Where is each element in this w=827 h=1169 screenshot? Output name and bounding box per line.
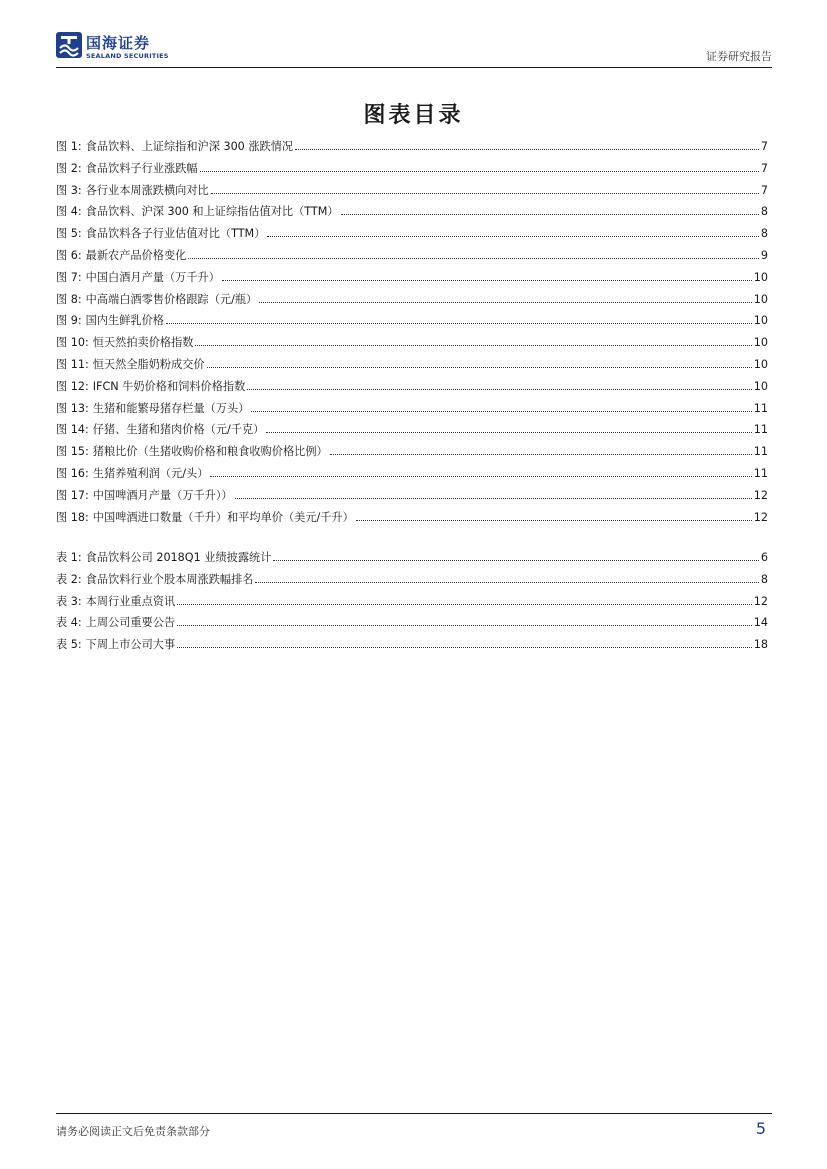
entry-page-number: 7: [760, 140, 768, 153]
figure-entry[interactable]: [56, 465, 768, 487]
entry-number: 图 7:: [56, 270, 82, 284]
dot-leader: [166, 323, 752, 324]
entry-title: 各行业本周涨跌横向对比: [85, 183, 209, 197]
figure-entry[interactable]: [56, 225, 768, 247]
figure-entry[interactable]: [56, 182, 768, 204]
entry-page-number: 18: [753, 638, 768, 652]
dot-leader: [266, 432, 751, 433]
dot-leader: [195, 345, 751, 346]
entry-title: 猪粮比价（生猪收购价格和粮食收购价格比例）: [92, 445, 328, 459]
table-entry[interactable]: [56, 571, 768, 593]
figure-entry[interactable]: [56, 312, 768, 334]
entry-title: 最新农产品价格变化: [85, 248, 187, 262]
dot-leader: [255, 582, 758, 583]
entry-title: 食品饮料子行业涨跌幅: [85, 161, 198, 175]
entry-page-number: 10: [753, 270, 768, 284]
entry-number: 图 2:: [56, 161, 82, 175]
dot-leader: [200, 171, 759, 172]
report-type: 证券研究报告: [706, 50, 772, 63]
entry-number: 图 1:: [56, 140, 82, 153]
dot-leader: [295, 149, 759, 150]
dot-leader: [235, 498, 752, 499]
entry-page-number: 7: [760, 161, 768, 175]
entry-title: 食品饮料各子行业估值对比（TTM）: [85, 227, 266, 241]
entry-title: 上周公司重要公告: [85, 616, 176, 630]
entry-page-number: 6: [760, 551, 768, 564]
footer-divider: [56, 1113, 772, 1114]
figure-entry[interactable]: [56, 291, 768, 313]
dot-leader: [188, 258, 759, 259]
dot-leader: [177, 625, 752, 626]
table-entry[interactable]: [56, 549, 768, 571]
entry-page-number: 10: [753, 357, 768, 371]
figure-entry[interactable]: [56, 334, 768, 356]
entry-title: 食品饮料行业个股本周涨跌幅排名: [85, 572, 254, 586]
entry-page-number: 10: [753, 314, 768, 328]
entry-page-number: 8: [760, 227, 768, 241]
figure-entry[interactable]: [56, 160, 768, 182]
dot-leader: [259, 302, 752, 303]
entry-title: 生猪养殖利润（元/头）: [92, 466, 209, 480]
dot-leader: [341, 214, 759, 215]
entry-page-number: 11: [753, 401, 768, 415]
entry-title: 国内生鲜乳价格: [85, 314, 164, 328]
entry-page-number: 10: [753, 336, 768, 350]
entry-page-number: 12: [753, 510, 768, 524]
entry-number: 图 3:: [56, 183, 82, 197]
entry-title: 食品饮料公司 2018Q1 业绩披露统计: [85, 551, 272, 564]
figure-entry[interactable]: [56, 138, 768, 160]
figure-entry[interactable]: [56, 356, 768, 378]
entry-page-number: 8: [760, 572, 768, 586]
entry-number: 图 11:: [56, 357, 89, 371]
table-entry[interactable]: [56, 593, 768, 615]
dot-leader: [222, 280, 752, 281]
header-divider: [56, 67, 772, 68]
figure-entry[interactable]: [56, 443, 768, 465]
dot-leader: [273, 560, 758, 561]
page-footer: [56, 1113, 772, 1153]
entry-title: 仔猪、生猪和猪肉价格（元/千克）: [92, 423, 265, 437]
table-entry[interactable]: [56, 614, 768, 636]
entry-page-number: 14: [753, 616, 768, 630]
entry-page-number: 10: [753, 292, 768, 306]
entry-title: 中国啤酒进口数量（千升）和平均单价（美元/千升）: [92, 510, 354, 524]
entry-number: 图 6:: [56, 248, 82, 262]
dot-leader: [251, 411, 751, 412]
entry-number: 图 5:: [56, 227, 82, 241]
entry-number: 图 9:: [56, 314, 82, 328]
figure-entry[interactable]: [56, 203, 768, 225]
entry-title: 生猪和能繁母猪存栏量（万头）: [92, 401, 250, 415]
entry-page-number: 10: [753, 379, 768, 393]
figure-entry[interactable]: [56, 378, 768, 400]
brand-name-en: SEALAND SECURITIES: [86, 52, 169, 60]
table-entry[interactable]: [56, 636, 768, 658]
figure-entry[interactable]: [56, 421, 768, 443]
entry-number: 表 4:: [56, 616, 82, 630]
entry-number: 图 15:: [56, 445, 89, 459]
dot-leader: [267, 236, 758, 237]
dot-leader: [211, 193, 759, 194]
entry-number: 图 17:: [56, 488, 89, 502]
dot-leader: [177, 604, 752, 605]
entry-number: 图 13:: [56, 401, 89, 415]
entry-number: 表 5:: [56, 638, 82, 652]
entry-title: 食品饮料、上证综指和沪深 300 涨跌情况: [85, 140, 294, 153]
entry-number: 图 14:: [56, 423, 89, 437]
entry-title: 食品饮料、沪深 300 和上证综指估值对比（TTM）: [85, 205, 339, 219]
figure-entry[interactable]: [56, 509, 768, 531]
dot-leader: [247, 389, 751, 390]
entry-page-number: 11: [753, 445, 768, 459]
figure-entry[interactable]: [56, 400, 768, 422]
figure-entry[interactable]: [56, 487, 768, 509]
entry-number: 表 2:: [56, 572, 82, 586]
entry-number: 图 8:: [56, 292, 82, 306]
entry-number: 图 12:: [56, 379, 89, 393]
entry-page-number: 11: [753, 466, 768, 480]
page-number: 5: [755, 1119, 766, 1138]
brand-name-cn: 国海证券: [86, 34, 151, 52]
dot-leader: [177, 647, 752, 648]
entry-title: 中国啤酒月产量（万千升））: [92, 488, 233, 502]
entry-number: 表 1:: [56, 551, 82, 564]
dot-leader: [356, 520, 752, 521]
entry-title: 下周上市公司大事: [85, 638, 176, 652]
entry-number: 图 4:: [56, 205, 82, 219]
sealand-logo-icon: [56, 32, 82, 58]
figure-entry[interactable]: [56, 247, 768, 269]
entry-number: 表 3:: [56, 594, 82, 608]
entry-title: 本周行业重点资讯: [85, 594, 176, 608]
dot-leader: [210, 476, 751, 477]
entry-page-number: 12: [753, 488, 768, 502]
entry-number: 图 18:: [56, 510, 89, 524]
page-header: [56, 30, 772, 68]
table-list: [56, 549, 768, 658]
entry-title: 中国白酒月产量（万千升）: [85, 270, 220, 284]
entry-page-number: 12: [753, 594, 768, 608]
entry-number: 图 10:: [56, 336, 89, 350]
entry-number: 图 16:: [56, 466, 89, 480]
entry-title: 恒天然全脂奶粉成交价: [92, 357, 205, 371]
figure-entry[interactable]: [56, 269, 768, 291]
disclaimer-note: 请务必阅读正文后免责条款部分: [56, 1125, 210, 1138]
toc-title: 图表目录: [363, 103, 464, 128]
entry-page-number: 8: [760, 205, 768, 219]
entry-page-number: 9: [760, 248, 768, 262]
figure-list: [56, 138, 768, 530]
dot-leader: [207, 367, 752, 368]
entry-page-number: 11: [753, 423, 768, 437]
entry-title: IFCN 牛奶价格和饲料价格指数: [92, 379, 246, 393]
entry-page-number: 7: [760, 183, 768, 197]
dot-leader: [330, 454, 752, 455]
entry-title: 中高端白酒零售价格跟踪（元/瓶）: [85, 292, 258, 306]
entry-title: 恒天然拍卖价格指数: [92, 336, 194, 350]
